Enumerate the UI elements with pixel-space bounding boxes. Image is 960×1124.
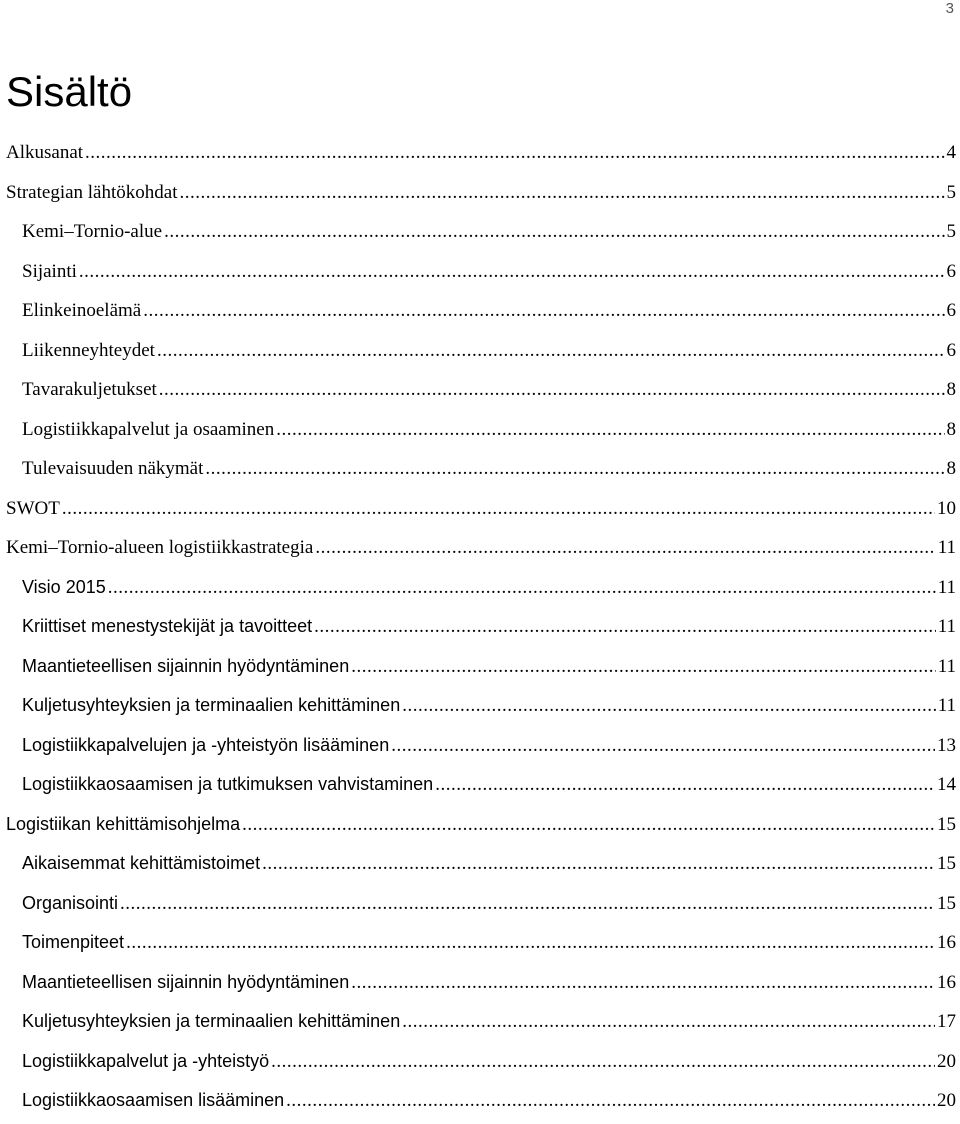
toc-entry-title: Kuljetusyhteyksien ja terminaalien kehittäminen (22, 695, 401, 715)
toc-entry-title: Logistiikkapalvelut ja -yhteistyö (22, 1050, 270, 1071)
dot-leader (351, 647, 936, 687)
dot-leader (159, 370, 945, 410)
toc-entry-page: 20 (937, 1090, 956, 1111)
toc-entry-logistiikkaosaamisen-lisaaminen[interactable] (6, 1081, 956, 1121)
dot-leader (205, 449, 944, 489)
toc-entry-page: 8 (946, 379, 956, 400)
dot-leader (351, 963, 935, 1003)
toc-entry-kemi-tornio-alue[interactable] (6, 212, 956, 252)
toc-entry-title: Kemi–Tornio-alueen logistiikkastrategia (6, 537, 314, 558)
dot-leader (314, 607, 936, 647)
toc-entry-page: 11 (937, 537, 956, 558)
dot-leader (85, 133, 944, 173)
toc-entry-sijainti[interactable] (6, 252, 956, 292)
toc-entry-kehittamisohjelma[interactable] (6, 805, 956, 845)
toc-entry-page: 10 (937, 497, 956, 519)
dot-leader (157, 331, 945, 371)
toc-entry-page: 15 (937, 892, 956, 914)
dot-leader (402, 1002, 935, 1042)
toc-entry-title: Tulevaisuuden näkymät (22, 458, 204, 479)
toc-entry-kriittiset-menestystekijat[interactable] (6, 607, 956, 647)
toc-entry-logistiikkastrategia[interactable] (6, 528, 956, 568)
toc-entry-page: 8 (946, 418, 956, 440)
toc-entry-aikaisemmat-kehittamistoimet[interactable] (6, 844, 956, 884)
toc-entry-page: 11 (937, 616, 956, 637)
dot-leader (79, 252, 945, 292)
toc-entry-page: 4 (946, 142, 956, 163)
toc-entry-organisointi[interactable] (6, 884, 956, 924)
toc-entry-swot[interactable] (6, 489, 956, 529)
toc-entry-kuljetusyhteyksien-kehittaminen[interactable] (6, 686, 956, 726)
toc-entry-logistiikkapalvelut-ja-yhteistyo[interactable] (6, 1042, 956, 1082)
toc-entry-title: Maantieteellisen sijainnin hyödyntäminen (22, 971, 350, 992)
toc-entry-tavarakuljetukset[interactable] (6, 370, 956, 410)
dot-leader (276, 410, 944, 450)
toc-entry-title: Toimenpiteet (22, 932, 125, 952)
toc-entry-page: 16 (937, 932, 956, 953)
dot-leader (242, 805, 935, 845)
toc-entry-title: Logistiikkaosaamisen ja tutkimuksen vahvistaminen (22, 774, 434, 794)
toc-entry-page: 6 (946, 339, 956, 361)
toc-entry-page: 6 (946, 300, 956, 321)
toc-entry-page: 5 (946, 221, 956, 242)
dot-leader (62, 489, 935, 529)
toc-entry-title: Organisointi (22, 892, 119, 913)
toc-entry-title: Kemi–Tornio-alue (22, 221, 163, 242)
toc-entry-title: Strategian lähtökohdat (6, 181, 178, 203)
toc-entry-page: 15 (937, 853, 956, 874)
toc-entry-kuljetusyhteyksien-kehittaminen-2[interactable] (6, 1002, 956, 1042)
toc-entry-title: Aikaisemmat kehittämistoimet (22, 853, 261, 873)
dot-leader (126, 923, 935, 963)
toc-entry-title: Elinkeinoelämä (22, 300, 142, 321)
toc-entry-strategian-lahtokohdat[interactable] (6, 173, 956, 213)
toc-entry-maantieteellisen-sijainnin-hyodyntaminen-2[interactable] (6, 963, 956, 1003)
toc-entry-title: Visio 2015 (22, 576, 106, 597)
dot-leader (402, 686, 936, 726)
page-number: 3 (945, 0, 954, 17)
toc-entry-liikenneyhteydet[interactable] (6, 331, 956, 371)
toc-entry-title: Maantieteellisen sijainnin hyödyntäminen (22, 655, 350, 676)
dot-leader (120, 884, 935, 924)
toc-entry-title: Logistiikkapalvelujen ja -yhteistyön lisääminen (22, 734, 390, 755)
toc-entry-page: 15 (937, 813, 956, 835)
toc-entry-toimenpiteet[interactable] (6, 923, 956, 963)
toc-entry-title: Logistiikkaosaamisen lisääminen (22, 1090, 285, 1110)
toc-entry-page: 14 (937, 774, 956, 795)
dot-leader (143, 291, 944, 331)
dot-leader (286, 1081, 935, 1121)
toc-entry-page: 5 (946, 181, 956, 203)
dot-leader (391, 726, 935, 766)
dot-leader (108, 568, 936, 608)
toc-entry-page: 11 (937, 655, 956, 677)
toc-entry-logistiikkapalvelut-ja-osaaminen[interactable] (6, 410, 956, 450)
toc-entry-title: Logistiikkapalvelut ja osaaminen (22, 418, 275, 440)
toc-entry-title: Kuljetusyhteyksien ja terminaalien kehittäminen (22, 1011, 401, 1031)
toc-entry-page: 20 (937, 1050, 956, 1072)
toc-entry-tulevaisuuden-nakymat[interactable] (6, 449, 956, 489)
toc-entry-logistiikkapalvelujen-lisaaminen[interactable] (6, 726, 956, 766)
toc-entry-page: 8 (946, 458, 956, 479)
toc-entry-title: Kriittiset menestystekijät ja tavoitteet (22, 616, 313, 636)
toc-entry-elinkeinoelama[interactable] (6, 291, 956, 331)
dot-leader (262, 844, 935, 884)
toc-entry-maantieteellisen-sijainnin-hyodyntaminen[interactable] (6, 647, 956, 687)
toc-entry-logistiikkaosaamisen-vahvistaminen[interactable] (6, 765, 956, 805)
table-of-contents (6, 133, 956, 1121)
dot-leader (179, 173, 944, 213)
dot-leader (315, 528, 935, 568)
toc-entry-visio-2015[interactable] (6, 568, 956, 608)
toc-entry-alkusanat[interactable] (6, 133, 956, 173)
toc-entry-title: Liikenneyhteydet (22, 339, 155, 361)
toc-entry-title: Sijainti (22, 260, 77, 282)
toc-entry-title: Logistiikan kehittämisohjelma (6, 813, 241, 834)
toc-entry-page: 6 (946, 260, 956, 282)
dot-leader (435, 765, 935, 805)
toc-entry-title: Alkusanat (6, 142, 84, 163)
toc-entry-page: 16 (937, 971, 956, 993)
toc-entry-page: 11 (937, 695, 956, 716)
toc-entry-page: 13 (937, 734, 956, 756)
dot-leader (271, 1042, 935, 1082)
toc-entry-title: Tavarakuljetukset (22, 379, 157, 400)
page-title: Sisältö (6, 68, 133, 115)
dot-leader (164, 212, 944, 252)
toc-entry-page: 11 (937, 576, 956, 598)
toc-entry-title: SWOT (6, 497, 60, 519)
toc-entry-page: 17 (937, 1011, 956, 1032)
